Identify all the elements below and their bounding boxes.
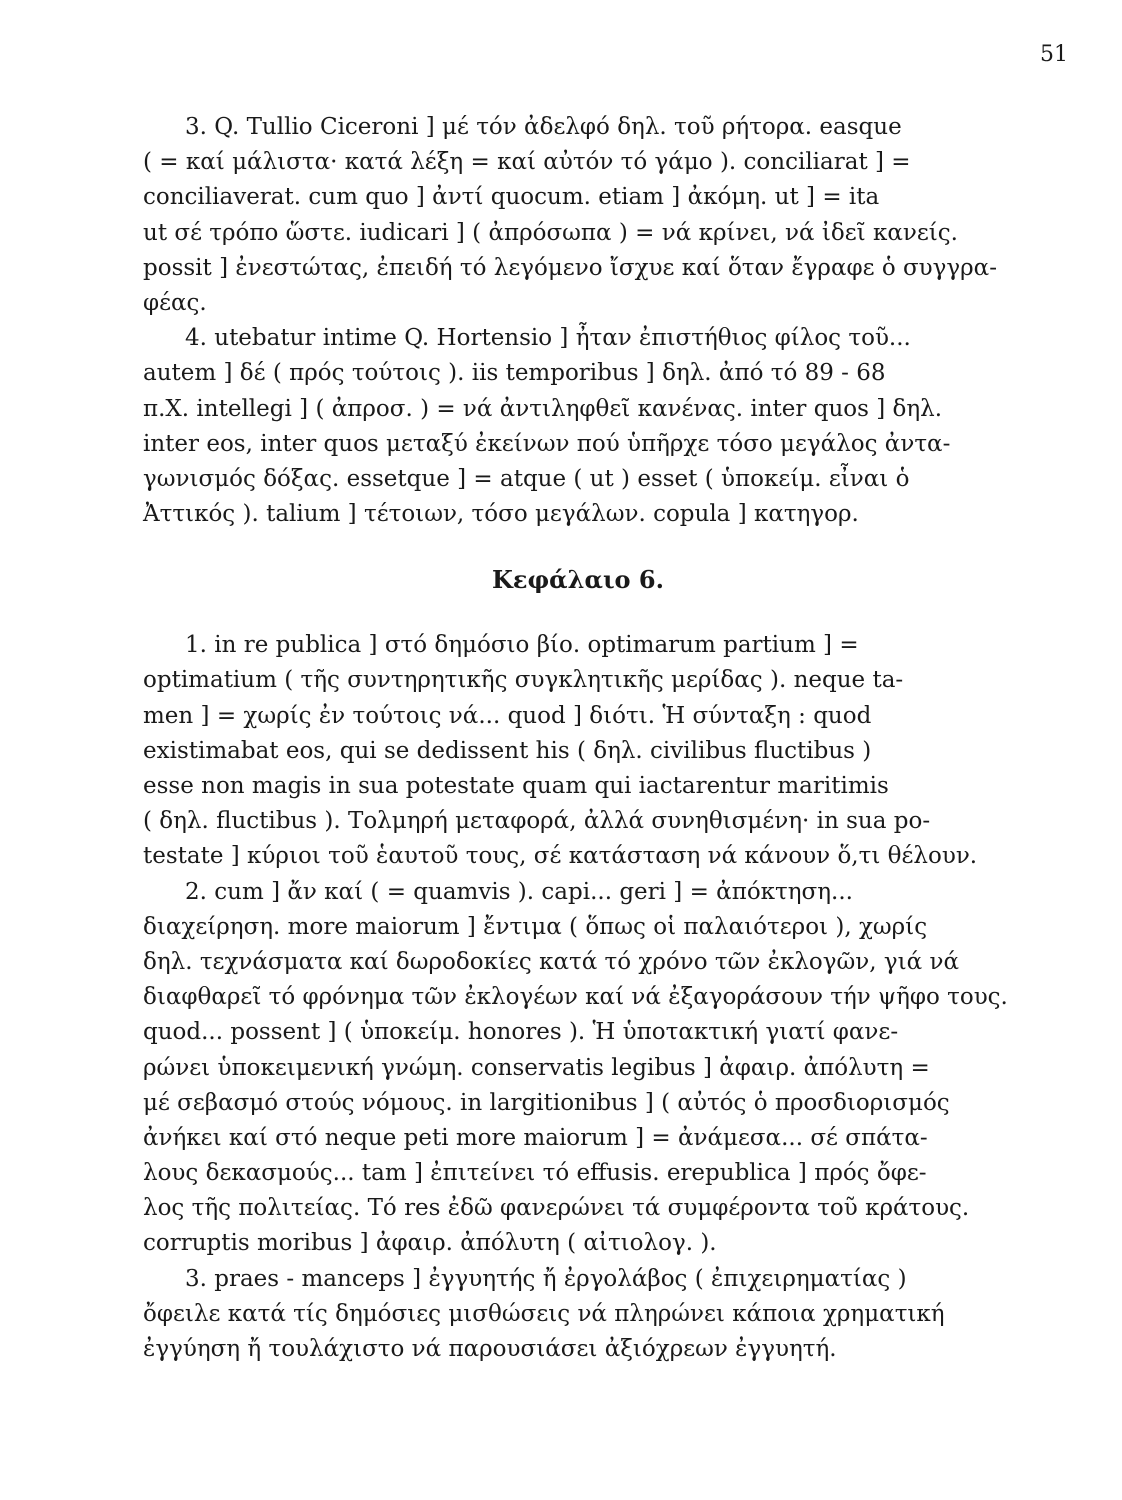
text-line: διαχείρηση. more maiorum ] ἔντιμα ( ὅπως οἱ παλαιότεροι ), χωρίς (143, 913, 928, 940)
text-line: λους δεκασμούς... tam ] ἐπιτείνει τό effusis. erepublica ] πρός ὄφε- (143, 1160, 927, 1187)
text-line: esse non magis in sua potestate quam qui iactarentur maritimis (143, 773, 889, 799)
text-line: μέ σεβασμό στούς νόμους. in largitionibus ] ( αὐτός ὁ προσδιορισμός (143, 1089, 950, 1116)
text-line: ὄφειλε κατά τίς δημόσιες μισθώσεις νά πληρώνει κάποια χρηματική (143, 1300, 945, 1327)
commentary-block-2 (143, 628, 1008, 1367)
page-number: 51 (1040, 42, 1068, 67)
text-line: δηλ. τεχνάσματα καί δωροδοκίες κατά τό χρόνο τῶν ἐκλογῶν, γιά νά (143, 948, 960, 975)
text-line: conciliaverat. cum quo ] ἀντί quocum. etiam ] ἀκόμη. ut ] = ita (143, 184, 880, 211)
text-line: optimatium ( τῆς συντηρητικῆς συγκλητικῆς μερίδας ). neque ta- (143, 667, 904, 694)
text-line: π.Χ. intellegi ] ( ἀπροσ. ) = νά ἀντιληφθεῖ κανένας. inter quos ] δηλ. (143, 395, 943, 422)
text-line: 4. utebatur intime Q. Hortensio ] ἦταν ἐπιστήθιος φίλος τοῦ... (185, 325, 911, 352)
page-body (143, 110, 1008, 1367)
text-line: ( = καί μάλιστα· κατά λέξη = καί αὐτόν τό γάμο ). conciliarat ] = (143, 149, 911, 176)
text-line: testate ] κύριοι τοῦ ἑαυτοῦ τους, σέ κατάσταση νά κάνουν ὅ,τι θέλουν. (143, 843, 978, 870)
text-line: ἀνήκει καί στό neque peti more maiorum ] = ἀνάμεσα... σέ σπάτα- (143, 1124, 928, 1151)
text-line: διαφθαρεῖ τό φρόνημα τῶν ἐκλογέων καί νά ἐξαγοράσουν τήν ψῆφο τους. (143, 984, 1008, 1011)
text-line: 1. in re publica ] στό δημόσιο βίο. optimarum partium ] = (185, 632, 859, 659)
text-line: men ] = χωρίς ἐν τούτοις νά... quod ] διότι. Ἡ σύνταξη : quod (143, 702, 872, 729)
text-line: Ἀττικός ). talium ] τέτοιων, τόσο μεγάλων. copula ] κατηγορ. (143, 501, 859, 528)
commentary-block-1 (143, 110, 997, 532)
text-line: ρώνει ὑποκειμενική γνώμη. conservatis legibus ] ἀφαιρ. ἀπόλυτη = (143, 1054, 930, 1081)
text-line: λος τῆς πολιτείας. Τό res ἐδῶ φανερώνει τά συμφέροντα τοῦ κράτους. (143, 1195, 970, 1222)
text-line: inter eos, inter quos μεταξύ ἐκείνων πού ὑπῆρχε τόσο μεγάλος ἀντα- (143, 430, 951, 457)
text-line: quod... possent ] ( ὑποκείμ. honores ). Ἡ ὑποτακτική γιατί φανε- (143, 1019, 899, 1046)
section-gap (143, 532, 993, 560)
text-line: ἐγγύηση ἤ τουλάχιστο νά παρουσιάσει ἀξιόχρεων ἐγγυητή. (143, 1336, 837, 1362)
text-line: corruptis moribus ] ἀφαιρ. ἀπόλυτη ( αἰτιολογ. ). (143, 1230, 717, 1257)
text-line: 3. Q. Tullio Ciceroni ] μέ τόν ἀδελφό δηλ. τοῦ ρήτορα. easque (185, 114, 902, 140)
text-line: γωνισμός δόξας. essetque ] = atque ( ut ) esset ( ὑποκείμ. εἶναι ὁ (143, 465, 910, 492)
section-gap (143, 600, 993, 628)
text-line: φέας. (143, 289, 207, 316)
text-line: possit ] ἐνεστώτας, ἐπειδή τό λεγόμενο ἴσχυε καί ὅταν ἔγραφε ὁ συγγρα- (143, 254, 997, 281)
text-line: ( δηλ. fluctibus ). Τολμηρή μεταφορά, ἀλλά συνηθισμένη· in sua po- (143, 808, 931, 835)
chapter-heading: Κεφάλαιο 6. (492, 565, 664, 595)
text-line: 2. cum ] ἄν καί ( = quamvis ). capi... geri ] = ἀπόκτηση... (185, 878, 853, 905)
text-line: 3. praes - manceps ] ἐγγυητής ἤ ἐργολάβος ( ἐπιχειρηματίας ) (185, 1265, 907, 1292)
text-line: existimabat eos, qui se dedissent his ( δηλ. civilibus fluctibus ) (143, 737, 872, 764)
text-line: autem ] δέ ( πρός τούτοις ). iis temporibus ] δηλ. ἀπό τό 89 - 68 (143, 360, 886, 387)
text-line: ut σέ τρόπο ὥστε. iudicari ] ( ἀπρόσωπα ) = νά κρίνει, νά ἰδεῖ κανείς. (143, 219, 958, 246)
